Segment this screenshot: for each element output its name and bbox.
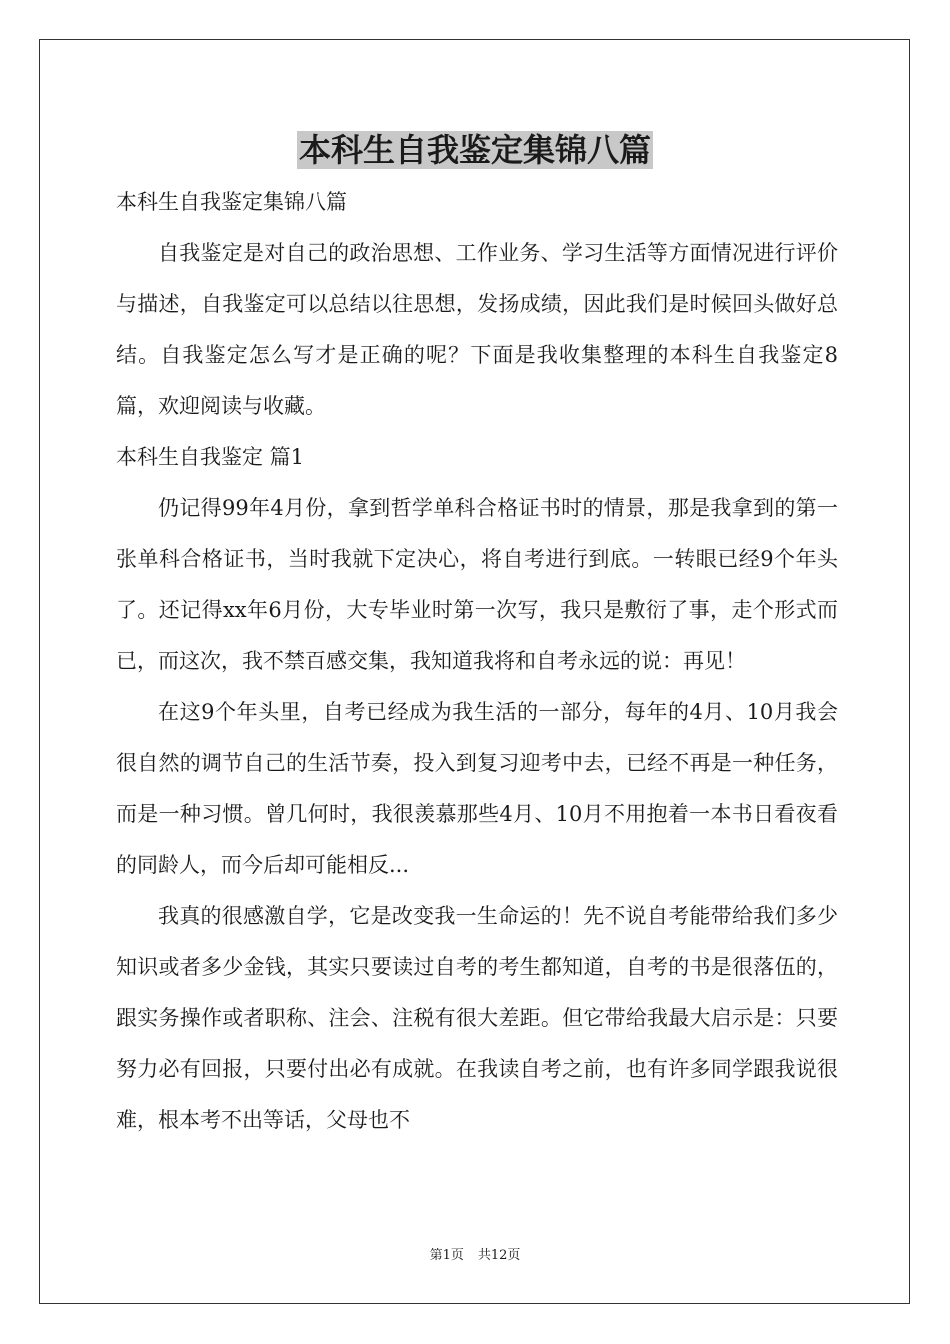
intro-paragraph: 自我鉴定是对自己的政治思想、工作业务、学习生活等方面情况进行评价与描述，自我鉴定可以总结以往思想，发扬成绩，因此我们是时候回头做好总结。自我鉴定怎么写才是正确的呢？下面是我收集整理的本科生自我鉴定8篇，欢迎阅读与收藏。 <box>116 241 838 418</box>
page-number: 第1页 <box>429 1248 464 1263</box>
body-paragraph-3: 我真的很感激自学，它是改变我一生命运的！先不说自考能带给我们多少知识或者多少金钱，其实只要读过自考的考生都知道，自考的书是很落伍的，跟实务操作或者职称、注会、注税有很大差距。但它带给我最大启示是：只要努力必有回报，只要付出必有成就。在我读自考之前，也有许多同学跟我说很难，根本考不出等话，父母也不 <box>116 904 838 1132</box>
document-title-text: 本科生自我鉴定集锦八篇 <box>298 131 651 169</box>
document-subtitle: 本科生自我鉴定集锦八篇 <box>116 190 347 214</box>
page-total: 共12页 <box>477 1248 521 1263</box>
section-heading: 本科生自我鉴定 篇1 <box>116 445 305 469</box>
body-paragraph-2: 在这9个年头里，自考已经成为我生活的一部分，每年的4月、10月我会很自然的调节自己的生活节奏，投入到复习迎考中去，已经不再是一种任务，而是一种习惯。曾几何时，我很羡慕那些4月、10月不用抱着一本书日看夜看的同龄人，而今后却可能相反... <box>116 700 838 877</box>
body-paragraph-1: 仍记得99年4月份，拿到哲学单科合格证书时的情景，那是我拿到的第一张单科合格证书，当时我就下定决心，将自考进行到底。一转眼已经9个年头了。还记得xx年6月份，大专毕业时第一次写，我只是敷衍了事，走个形式而已，而这次，我不禁百感交集，我知道我将和自考永远的说：再见！ <box>116 496 838 673</box>
document-title <box>0 128 950 172</box>
page-footer <box>0 1247 950 1265</box>
document-body <box>116 177 838 1146</box>
